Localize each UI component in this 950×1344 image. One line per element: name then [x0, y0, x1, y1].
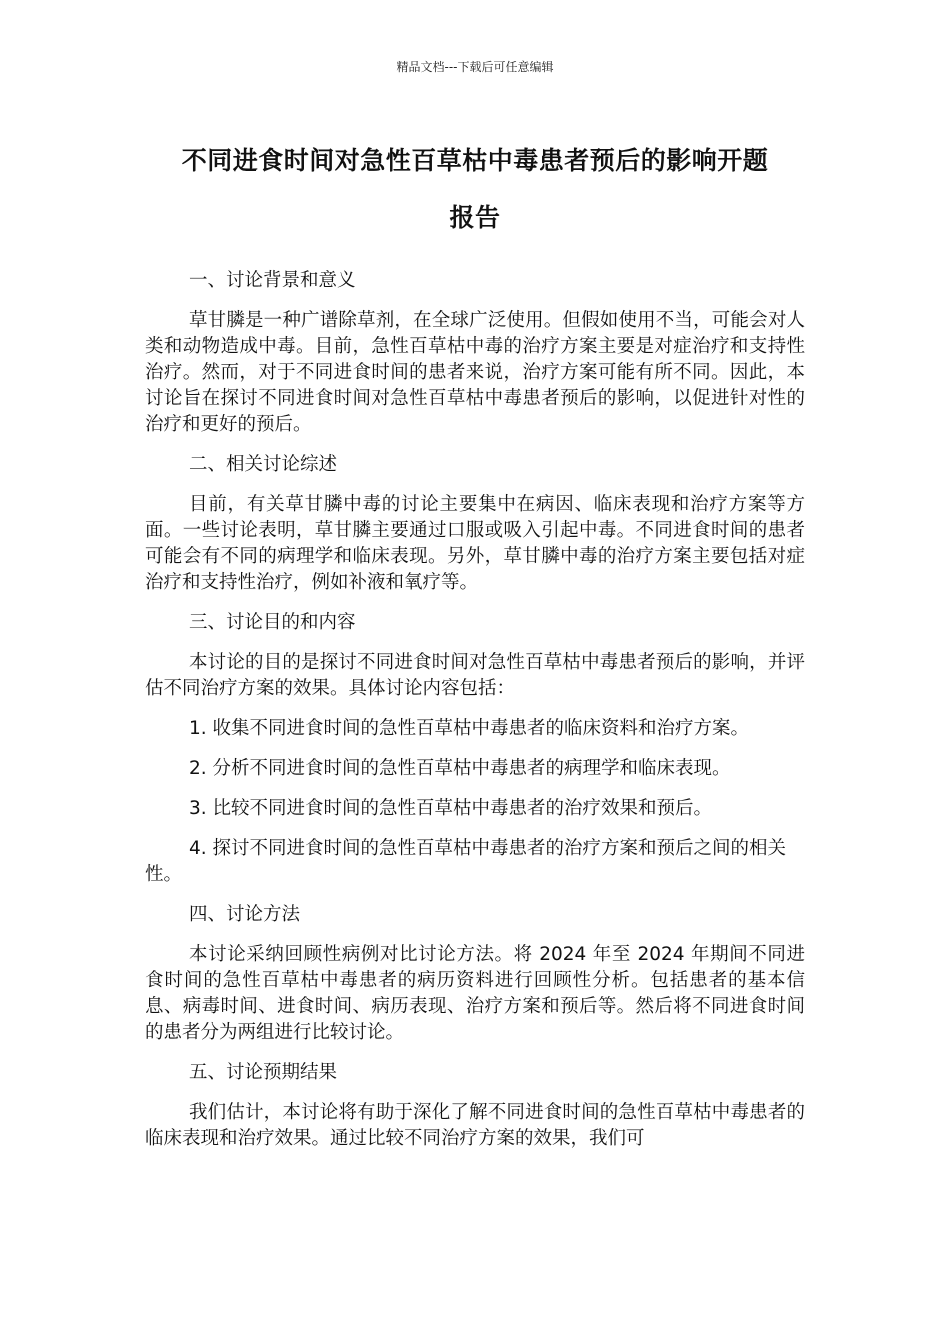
- section-4-paragraph: 本讨论采纳回顾性病例对比讨论方法。将 2024 年至 2024 年期间不同进食时间的急性百草枯中毒患者的病历资料进行回顾性分析。包括患者的基本信息、病毒时间、进食时间、病历表现、治疗方案和预后等。然后将不同进食时间的患者分为两组进行比较讨论。: [145, 944, 805, 1043]
- header-note: 精品文档---下载后可任意编辑: [396, 60, 554, 74]
- section-5-heading: 五、讨论预期结果: [189, 1062, 338, 1083]
- section-2-paragraph: 目前，有关草甘膦中毒的讨论主要集中在病因、临床表现和治疗方案等方面。一些讨论表明，草甘膦主要通过口服或吸入引起中毒。不同进食时间的患者可能会有不同的病理学和临床表现。另外，草甘膦中毒的治疗方案主要包括对症治疗和支持性治疗，例如补液和氧疗等。: [145, 494, 805, 593]
- section-5-paragraph: 我们估计，本讨论将有助于深化了解不同进食时间的急性百草枯中毒患者的临床表现和治疗效果。通过比较不同治疗方案的效果，我们可: [145, 1102, 805, 1149]
- title-line-1: 不同进食时间对急性百草枯中毒患者预后的影响开题: [181, 146, 769, 175]
- section-3-paragraph: 本讨论的目的是探讨不同进食时间对急性百草枯中毒患者预后的影响，并评估不同治疗方案的效果。具体讨论内容包括：: [145, 652, 805, 699]
- section-1-heading: 一、讨论背景和意义: [189, 270, 356, 291]
- section-2-heading: 二、相关讨论综述: [189, 454, 338, 475]
- document-body: [145, 268, 805, 1166]
- document-title: [140, 132, 810, 246]
- section-4-heading: 四、讨论方法: [189, 904, 301, 925]
- list-item: 4. 探讨不同进食时间的急性百草枯中毒患者的治疗方案和预后之间的相关性。: [145, 838, 787, 885]
- title-line-2: 报告: [449, 203, 501, 232]
- list-item: 3. 比较不同进食时间的急性百草枯中毒患者的治疗效果和预后。: [189, 798, 713, 819]
- list-item: 2. 分析不同进食时间的急性百草枯中毒患者的病理学和临床表现。: [189, 758, 731, 779]
- section-3-heading: 三、讨论目的和内容: [189, 612, 356, 633]
- section-1-paragraph: 草甘膦是一种广谱除草剂，在全球广泛使用。但假如使用不当，可能会对人类和动物造成中毒。目前，急性百草枯中毒的治疗方案主要是对症治疗和支持性治疗。然而，对于不同进食时间的患者来说，治疗方案可能有所不同。因此，本讨论旨在探讨不同进食时间对急性百草枯中毒患者预后的影响，以促进针对性的治疗和更好的预后。: [145, 310, 805, 435]
- list-item: 1. 收集不同进食时间的急性百草枯中毒患者的临床资料和治疗方案。: [189, 718, 750, 739]
